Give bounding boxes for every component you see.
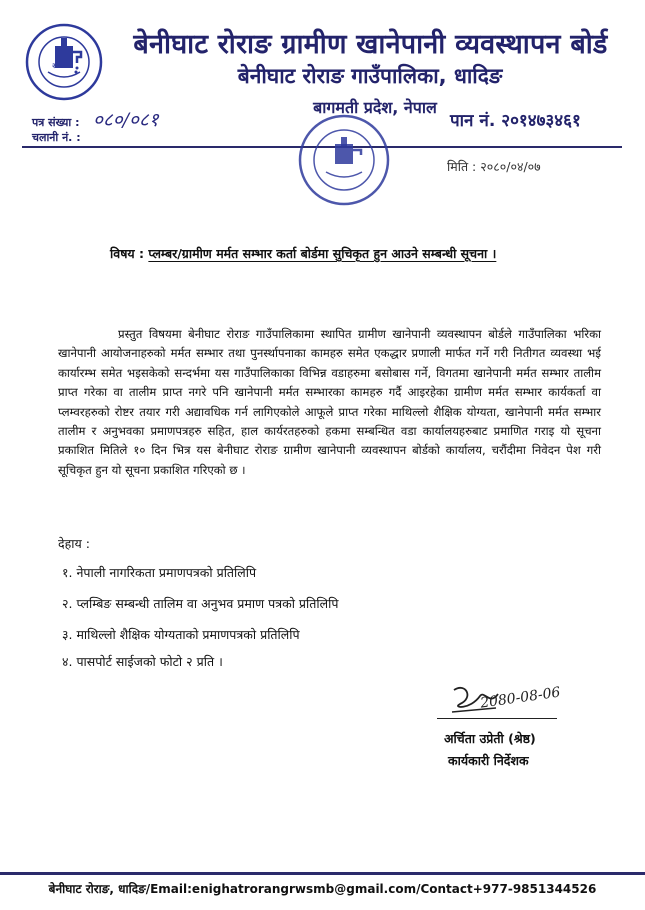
pan-number: पान नं. २०१४७३४६१ (450, 111, 581, 131)
footer-contact: बेनीघाट रोराङ, धादिङ/Email:enighatrorangrwsmb@gmail.com/Contact+977-9851344526 (48, 882, 597, 896)
notice-body (58, 325, 601, 480)
list-item: २. प्लम्बिङ सम्बन्धी तालिम वा अनुभव प्रमाण पत्रको प्रतिलिपि (62, 596, 339, 611)
list-item: १. नेपाली नागरिकता प्रमाणपत्रको प्रतिलिपि (62, 565, 257, 580)
signature-line (437, 718, 557, 719)
subject-line (110, 245, 610, 262)
signatory-title: कार्यकारी निर्देशक (448, 753, 529, 768)
subject-text: प्लम्बर/ग्रामीण मर्मत सम्भार कर्ता बोर्डमा सुचिकृत हुन आउने सम्बन्धी सूचना । (148, 246, 497, 261)
footer-divider (0, 872, 645, 875)
logo-year: २०७८ (52, 62, 67, 70)
chalani-label: चलानी नं. : (32, 131, 81, 144)
municipality-subtitle: बेनीघाट रोराङ गाउँपालिका, धादिङ (237, 64, 503, 88)
patra-label: पत्र संख्या : (32, 116, 80, 129)
dehay-label: देहाय : (58, 536, 90, 551)
signatory-name: अर्चिता उप्रेती (श्रेष्ठ) (444, 731, 536, 746)
list-item: ४. पासपोर्ट साईजको फोटो २ प्रति । (62, 654, 223, 669)
office-stamp (296, 112, 392, 208)
subject-label: विषय : (110, 246, 145, 261)
province-line: बागमती प्रदेश, नेपाल (313, 98, 437, 117)
signature-date: 2080-08-06 (479, 684, 562, 712)
letter-date: मिति : २०८०/०४/०७ (447, 159, 541, 174)
notice-paragraph: प्रस्तुत विषयमा बेनीघाट रोराङ गाउँपालिकामा स्थापित ग्रामीण खानेपानी व्यवस्थापन बोर्डले गाउँपालिका भरिका खानेपानी आयोजनाहरुको मर्मत सम्भार तथा पुनर्स्थापनाका कामहरु समेत एकद्धार प्रणाली मार्फत गर्ने गरी नितीगत व्यवस्था भई कार्यारम्भ समेत भइसकेको सन्दर्भमा यस गाउँपालिकाका विभिन्न वडाहरुमा बसोबास गर्ने, विगतमा खानेपानी मर्मत सम्भार तालीम प्राप्त गरेका वा तालीम प्राप्त नगरे पनि खानेपानी मर्मत सम्भारका कामहरु गर्दै आइरहेका ग्रामीण मर्मत सम्भार कार्यकर्ता वा प्लम्वरहरुको रोष्टर तयार गरी अद्यावधिक गर्न लागिएकोले आफूले प्राप्त गरेका माथिल्लो शैक्षिक योग्यता, खानेपानी मर्मत सम्भार तालीम र अनुभवका प्रमाणपत्रहरु सहित, हाल कार्यरतहरुको हकमा सम्बन्धित वडा कार्यालयहरुबाट प्रमाणित गराइ यो सूचना प्रकाशित मितिले १० दिन भित्र यस बेनीघाट रोराङ ग्रामीण खानेपानी व्यवस्थापन बोर्डको कार्यालय, चरौंदीमा निवेदन पेश गरी सूचिकृत हुन यो सूचना प्रकाशित गरिएको छ । (58, 327, 601, 477)
organization-title: बेनीघाट रोराङ ग्रामीण खानेपानी व्यवस्थापन बोर्ड (133, 29, 608, 60)
list-item: ३. माथिल्लो शैक्षिक योग्यताको प्रमाणपत्रको प्रतिलिपि (62, 627, 300, 642)
patra-number: ०८०/०८१ (93, 109, 159, 131)
